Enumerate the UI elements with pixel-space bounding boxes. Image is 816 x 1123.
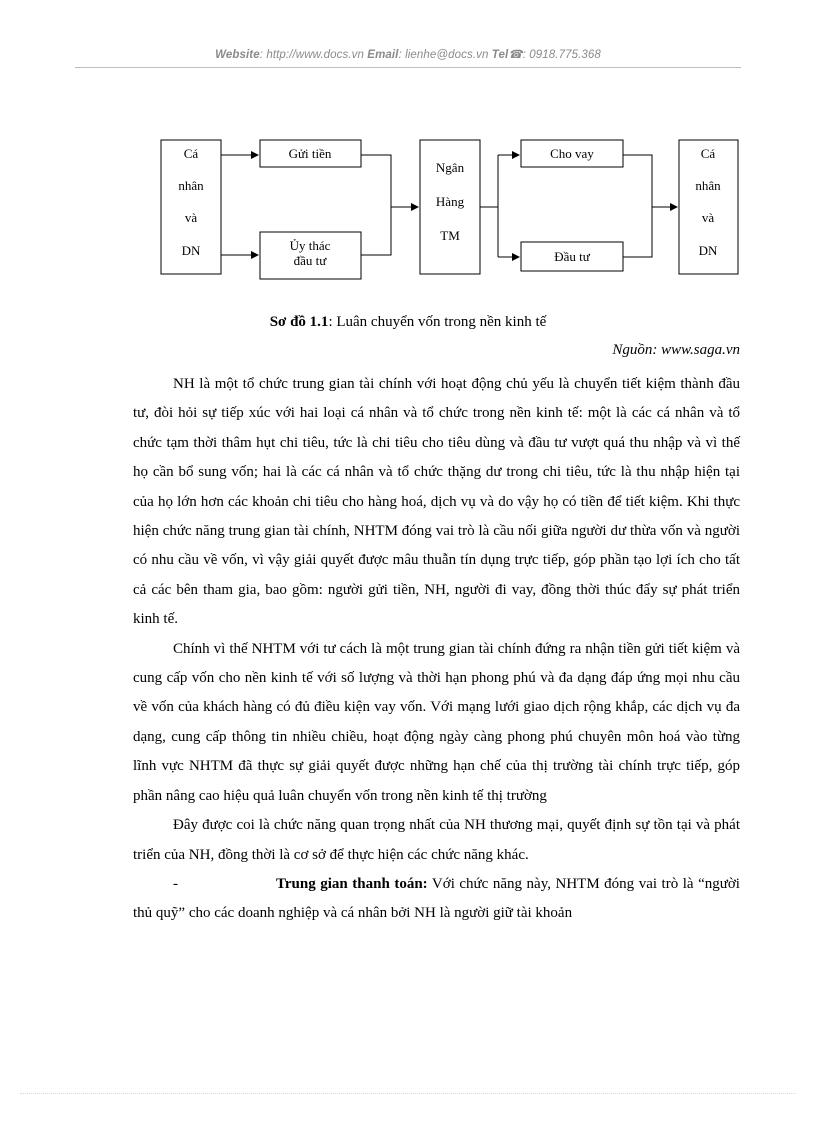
uy-thac-line-2: đầu tư (293, 253, 327, 268)
left-box-line-3: và (184, 210, 198, 225)
website-value: : http://www.docs.vn (259, 49, 364, 61)
body-text (133, 370, 740, 929)
capital-flow-diagram (0, 0, 816, 300)
paragraph-4-heading: Trung gian thanh toán: (276, 875, 428, 892)
figure-source: Nguồn: www.saga.vn (612, 342, 740, 358)
caption-text: : Luân chuyển vốn trong nền kinh tế (328, 314, 547, 330)
right-box-line-2: nhân (695, 178, 721, 193)
gui-tien-label: Gửi tiền (288, 146, 332, 161)
merge-line-left (361, 155, 391, 255)
left-box-line-2: nhân (178, 178, 204, 193)
paragraph-4-text: Với chức năng này, NHTM đóng vai trò là “người thủ quỹ” cho các doanh nghiệp và cá nhân bởi NH là người giữ tài khoản (133, 875, 740, 922)
footer-divider (20, 1093, 796, 1094)
paragraph-2: Chính vì thế NHTM với tư cách là một trung gian tài chính đứng ra nhận tiền gửi tiết kiệm và cung cấp vốn cho nền kinh tế với số lượng và thời hạn phong phú và đa dạng đáp ứng mọi nhu cầu về vốn của khách hàng có đủ điều kiện vay vốn. Với mạng lưới giao dịch rộng khắp, các dịch vụ đa dạng, cung cấp thông tin nhiều chiều, hoạt động ngày càng phong phú chuyên môn hoá vào từng lĩnh vực NHTM đã thực sự giải quyết được những hạn chế của thị trường tài chính trực tiếp, góp phần nâng cao hiệu quả luân chuyển vốn trong nền kinh tế thị trường (133, 640, 740, 804)
left-box-line-4: DN (181, 243, 201, 258)
website-label: Website (215, 49, 260, 61)
cho-vay-label: Cho vay (550, 146, 594, 161)
right-box-line-4: DN (698, 243, 718, 258)
bank-line-1: Ngân (435, 160, 465, 175)
paragraph-3: Đây được coi là chức năng quan trọng nhất của NH thương mại, quyết định sự tồn tại và phát triển của NH, đồng thời là cơ sở để thực hiện các chức năng khác. (133, 817, 740, 863)
paragraph-1: NH là một tổ chức trung gian tài chính với hoạt động chủ yếu là chuyển tiết kiệm thành đầu tư, đòi hỏi sự tiếp xúc với hai loại cá nhân và tổ chức trong nền kinh tế: một là các cá nhân và tổ chức tạm thời thâm hụt chi tiêu, tức là chi tiêu cho tiêu dùng và đầu tư vượt quá thu nhập và vì thế họ cần bổ sung vốn; hai là các cá nhân và tổ chức thặng dư trong chi tiêu, tức là thu nhập hiện tại của họ lớn hơn các khoản chi tiêu cho hàng hoá, dịch vụ và do vậy họ có tiền để tiết kiệm. Khi thực hiện chức năng trung gian tài chính, NHTM đóng vai trò là cầu nối giữa người dư thừa vốn và người có nhu cầu về vốn, vì vậy giải quyết được mâu thuẫn tín dụng trực tiếp, góp phần tạo lợi ích cho tất cả các bên tham gia, bao gồm: người gửi tiền, NH, người đi vay, đồng thời thúc đẩy sự phát triển kinh tế. (133, 376, 740, 628)
paragraph-4 (133, 870, 740, 929)
email-label: Email (367, 49, 399, 61)
phone-icon: ☎ (508, 49, 523, 61)
list-dash: - (173, 875, 178, 892)
bank-line-2: Hàng (435, 194, 465, 209)
caption-label: Sơ đồ 1.1 (269, 314, 329, 330)
tel-label: Tel (491, 49, 509, 61)
right-box-line-1: Cá (700, 146, 716, 161)
figure-caption (0, 314, 816, 331)
left-box-line-1: Cá (183, 146, 199, 161)
right-box-line-3: và (701, 210, 715, 225)
dau-tu-label: Đầu tư (554, 249, 590, 264)
tel-value: : 0918.775.368 (522, 49, 601, 61)
bank-line-3: TM (440, 228, 460, 243)
merge-line-right (623, 155, 652, 257)
uy-thac-line-1: Ủy thác (289, 238, 331, 253)
email-value: : lienhe@docs.vn (398, 49, 489, 61)
